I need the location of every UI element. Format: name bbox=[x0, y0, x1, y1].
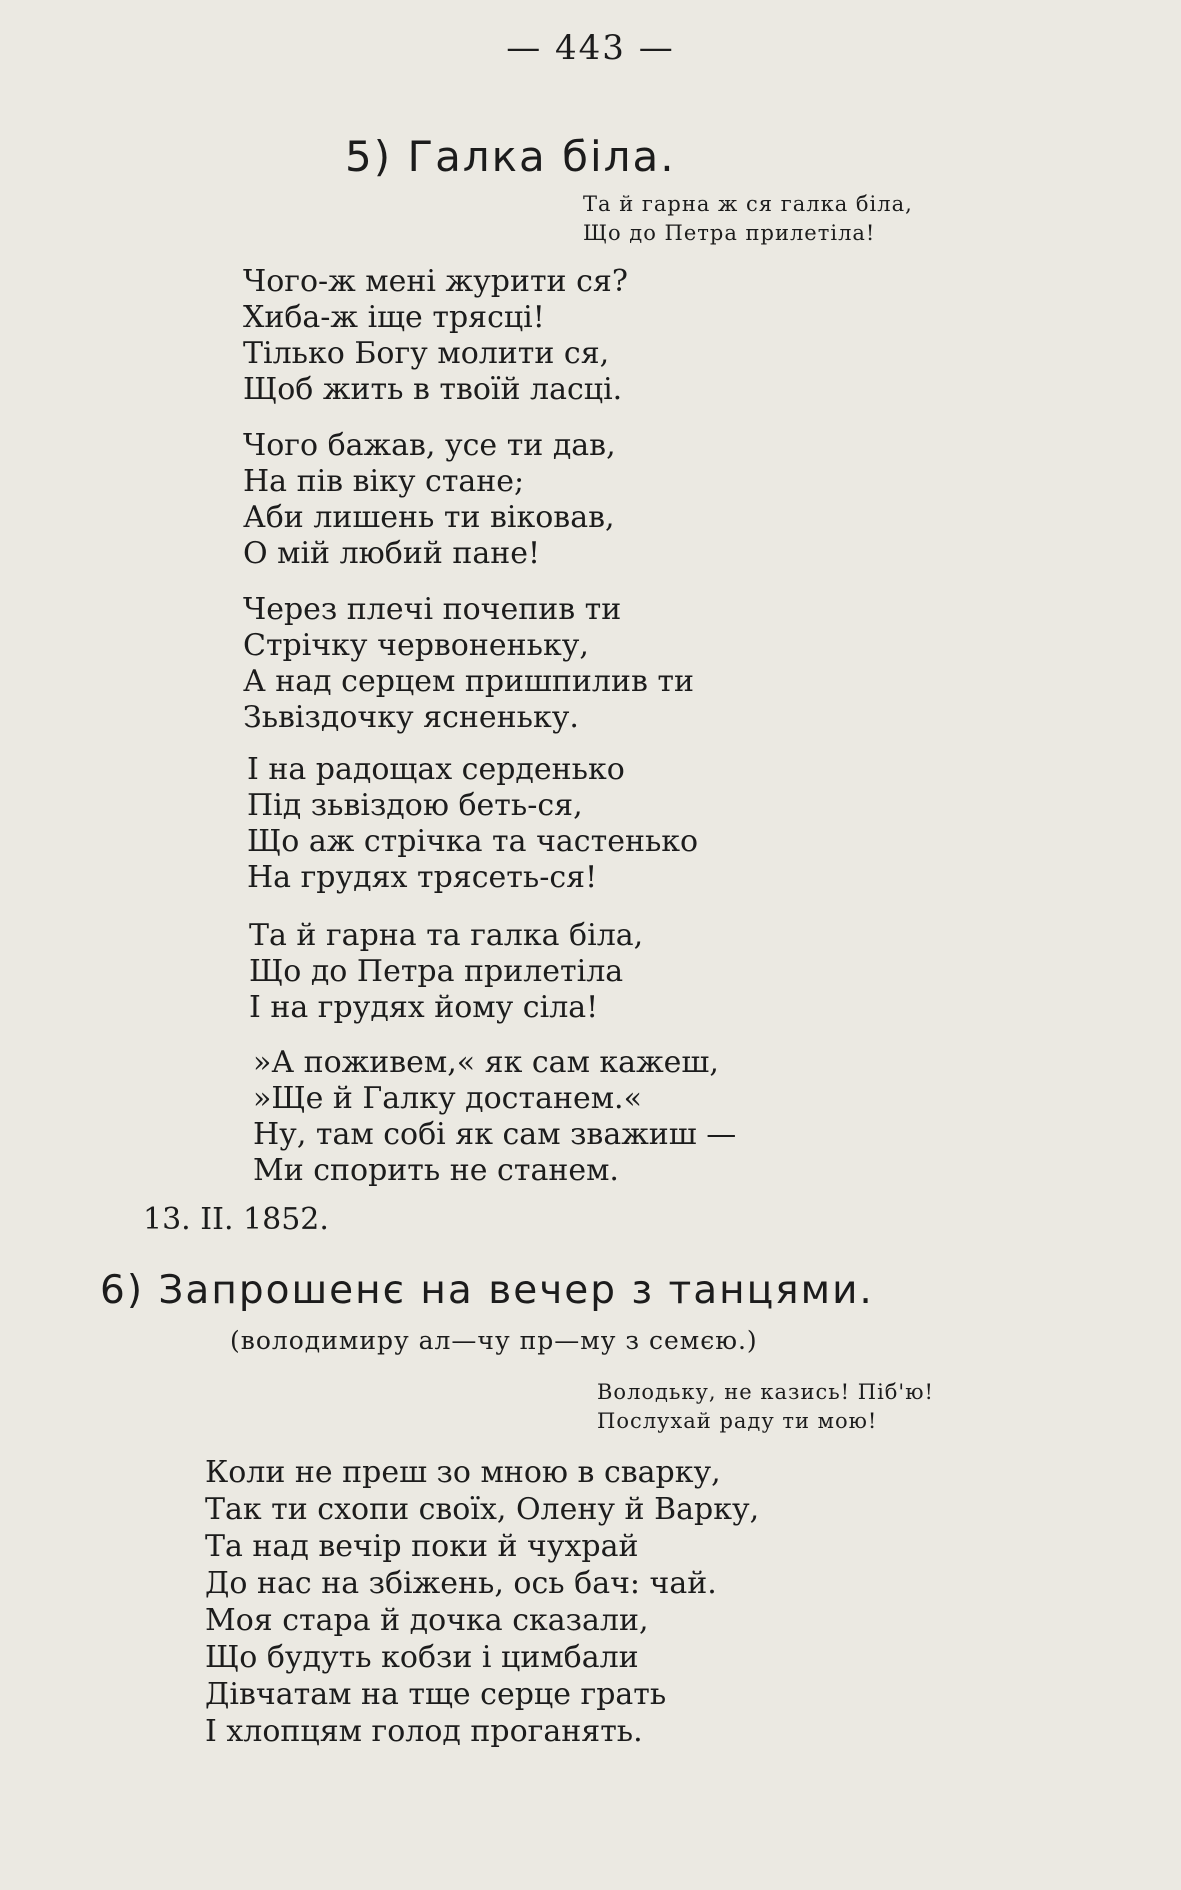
verse-line: Чого бажав, усе ти дав, bbox=[243, 428, 616, 463]
verse-line: »А поживем,« як сам кажеш, bbox=[253, 1045, 719, 1080]
stanza bbox=[243, 264, 628, 408]
epigraph-line: Володьку, не казись! Піб'ю! bbox=[597, 1380, 934, 1404]
poem-title: 5) Галка біла. bbox=[345, 132, 676, 181]
verse-line: Стрічку червоненьку, bbox=[243, 628, 589, 663]
verse-line: До нас на збіжень, ось бач: чай. bbox=[205, 1566, 717, 1601]
verse-line: На грудях трясеть-ся! bbox=[247, 860, 598, 895]
verse-line: Щоб жить в твоїй ласці. bbox=[243, 372, 623, 407]
stanza bbox=[253, 1045, 736, 1189]
verse-line: Чого-ж мені журити ся? bbox=[243, 264, 628, 299]
verse-line: Аби лишень ти віковав, bbox=[243, 500, 615, 535]
epigraph-line: Послухай раду ти мою! bbox=[597, 1409, 878, 1433]
verse-line: Тілько Богу молити ся, bbox=[243, 336, 610, 371]
stanza bbox=[243, 428, 616, 572]
verse-line: О мій любий пане! bbox=[243, 536, 541, 571]
verse-line: Що до Петра прилетіла bbox=[249, 954, 624, 989]
verse-line: Ми спорить не станем. bbox=[253, 1153, 619, 1188]
verse-line: Зьвіздочку ясненьку. bbox=[243, 700, 579, 735]
verse-line: Ну, там собі як сам зважиш — bbox=[253, 1117, 737, 1152]
epigraph-line: Та й гарна ж ся галка біла, bbox=[583, 192, 913, 216]
verse-line: Та над вечір поки й чухрай bbox=[205, 1529, 639, 1564]
stanza bbox=[247, 752, 698, 896]
verse-line: Та й гарна та галка біла, bbox=[249, 918, 644, 953]
verse-line: Хиба-ж іще трясці! bbox=[243, 300, 545, 335]
verse-line: Дівчатам на тще серце грать bbox=[205, 1677, 667, 1712]
verse-line: Через плечі почепив ти bbox=[243, 592, 622, 627]
verse-line: І хлопцям голод проганять. bbox=[205, 1714, 643, 1749]
dedication: (володимиру ал—чу пр—му з семєю.) bbox=[230, 1326, 758, 1355]
stanza bbox=[243, 592, 694, 736]
verse-line: Що аж стрічка та частенько bbox=[247, 824, 699, 859]
poem-body bbox=[205, 1454, 759, 1750]
verse-line: Коли не преш зо мною в сварку, bbox=[205, 1455, 721, 1490]
poem-title: 6) Запрошенє на вечер з танцями. bbox=[100, 1268, 874, 1313]
verse-line: І на грудях йому сіла! bbox=[249, 990, 599, 1025]
verse-line: »Ще й Галку достанем.« bbox=[253, 1081, 642, 1116]
verse-line: Під зьвіздою беть-ся, bbox=[247, 788, 583, 823]
verse-line: А над серцем пришпилив ти bbox=[243, 664, 694, 699]
epigraph bbox=[583, 190, 913, 248]
page-number: — 443 — bbox=[506, 28, 675, 68]
epigraph bbox=[597, 1378, 934, 1436]
verse-line: Так ти схопи своїх, Олену й Варку, bbox=[205, 1492, 760, 1527]
verse-line: Моя стара й дочка сказали, bbox=[205, 1603, 649, 1638]
verse-line: Що будуть кобзи і цимбали bbox=[205, 1640, 639, 1675]
date: 13. II. 1852. bbox=[143, 1202, 329, 1237]
verse-line: На пів віку стане; bbox=[243, 464, 525, 499]
stanza bbox=[249, 918, 643, 1026]
verse-line: І на радощах серденько bbox=[247, 752, 625, 787]
epigraph-line: Що до Петра прилетіла! bbox=[583, 221, 876, 245]
